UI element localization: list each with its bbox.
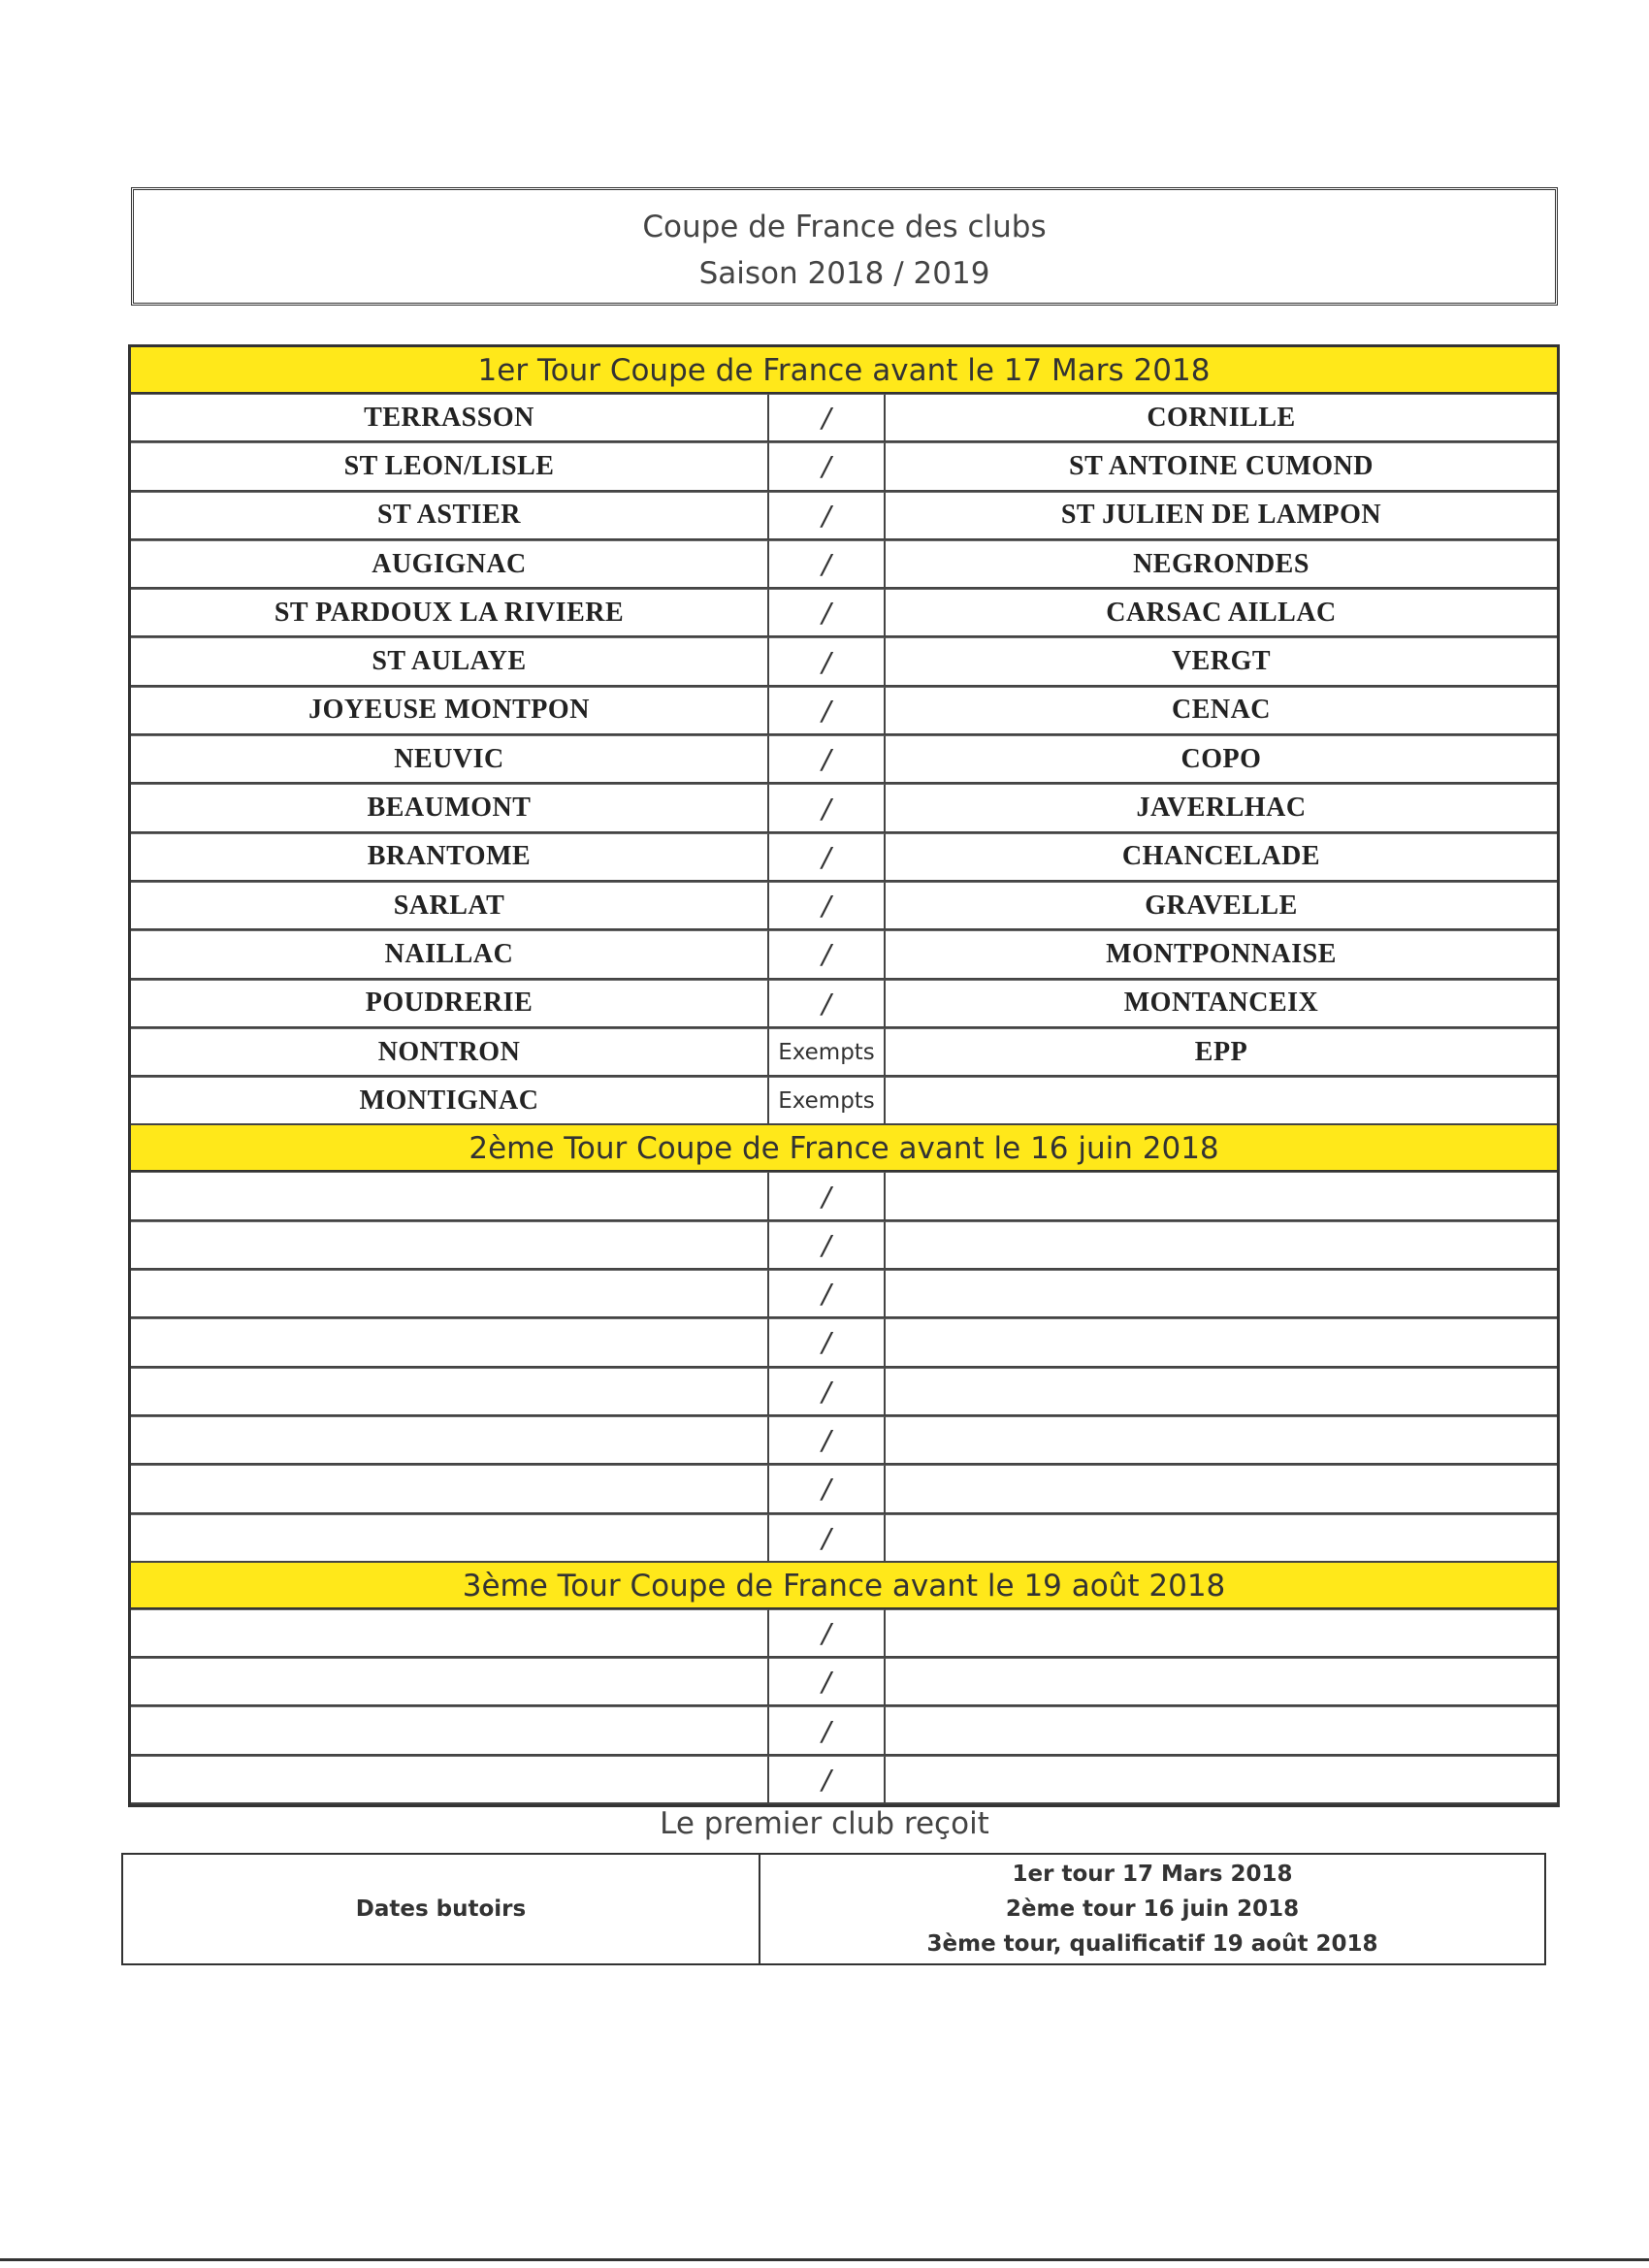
away-team-cell (886, 1514, 1557, 1561)
away-team-cell (886, 1756, 1557, 1802)
home-team-cell (131, 1028, 769, 1075)
match-row (131, 833, 1557, 882)
away-team: COPO (1180, 743, 1262, 774)
match-row (131, 980, 1557, 1028)
deadline-round-2: 2ème tour 16 juin 2018 (1005, 1896, 1300, 1922)
match-separator: / (822, 499, 831, 532)
match-separator-cell (769, 735, 886, 782)
away-team-cell (886, 687, 1557, 733)
home-team-cell (131, 637, 769, 684)
match-separator: / (822, 1473, 831, 1506)
match-row (131, 589, 1557, 637)
home-team: BEAUMONT (367, 793, 532, 824)
home-team-cell (131, 980, 769, 1026)
match-separator: / (822, 694, 831, 727)
match-separator: / (822, 1228, 831, 1261)
away-team: CENAC (1171, 695, 1272, 726)
away-team-cell (886, 1609, 1557, 1656)
match-separator: / (822, 1521, 831, 1554)
match-row (131, 540, 1557, 589)
home-team-cell (131, 1465, 769, 1511)
home-team-cell (131, 833, 769, 880)
match-row (131, 1514, 1557, 1563)
match-separator: / (822, 792, 831, 825)
away-team-cell (886, 1658, 1557, 1704)
home-team-cell (131, 1756, 769, 1802)
match-separator: / (822, 1666, 831, 1699)
away-team-cell (886, 930, 1557, 977)
match-separator-cell (769, 1221, 886, 1268)
match-separator-cell (769, 687, 886, 733)
away-team: CHANCELADE (1121, 841, 1321, 872)
match-row (131, 442, 1557, 491)
home-team-cell (131, 735, 769, 782)
away-team-cell (886, 492, 1557, 538)
match-separator: / (822, 840, 831, 873)
deadlines-values (760, 1855, 1544, 1963)
match-row (131, 1221, 1557, 1270)
away-team-cell (886, 442, 1557, 489)
match-separator-cell (769, 1465, 886, 1511)
deadline-round-3: 3ème tour, qualificatif 19 août 2018 (926, 1931, 1378, 1957)
home-team-cell (131, 1077, 769, 1123)
match-separator-cell (769, 1172, 886, 1218)
away-team-cell (886, 784, 1557, 830)
home-team: MONTIGNAC (359, 1085, 539, 1116)
away-team-cell (886, 882, 1557, 928)
away-team-cell (886, 1368, 1557, 1414)
home-team: JOYEUSE MONTPON (308, 695, 590, 726)
match-separator: / (822, 1278, 831, 1311)
match-separator: / (822, 597, 831, 630)
away-team: GRAVELLE (1145, 890, 1298, 921)
home-team-cell (131, 1514, 769, 1561)
match-separator-cell (769, 1514, 886, 1561)
match-separator-cell (769, 930, 886, 977)
away-team: ST ANTOINE CUMOND (1069, 450, 1374, 481)
match-row (131, 1270, 1557, 1318)
match-row (131, 882, 1557, 930)
season-label: Saison 2018 / 2019 (698, 256, 990, 291)
match-separator-cell (769, 980, 886, 1026)
match-separator: Exempts (778, 1039, 875, 1065)
match-separator-cell (769, 1416, 886, 1463)
match-separator-cell (769, 492, 886, 538)
match-separator-cell (769, 882, 886, 928)
away-team-cell (886, 735, 1557, 782)
home-team-cell (131, 1706, 769, 1753)
deadlines-table (121, 1853, 1546, 1965)
match-separator: / (822, 402, 831, 435)
match-separator: / (822, 548, 831, 581)
match-separator: / (822, 1714, 831, 1747)
match-separator-cell (769, 784, 886, 830)
home-team-cell (131, 540, 769, 587)
round-header-3: 3ème Tour Coupe de France avant le 19 août 2018 (131, 1563, 1557, 1609)
match-row (131, 687, 1557, 735)
home-team: BRANTOME (367, 841, 532, 872)
match-separator: / (822, 450, 831, 483)
match-row (131, 1172, 1557, 1220)
away-team-cell (886, 1318, 1557, 1365)
home-team-cell (131, 394, 769, 440)
home-team-cell (131, 1221, 769, 1268)
away-team-cell (886, 1416, 1557, 1463)
deadlines-label: Dates butoirs (123, 1855, 760, 1963)
home-team: ST ASTIER (377, 500, 521, 531)
match-row (131, 1465, 1557, 1513)
away-team: CARSAC AILLAC (1106, 597, 1337, 628)
match-row (131, 735, 1557, 784)
match-separator: / (822, 1616, 831, 1649)
home-team-cell (131, 784, 769, 830)
match-separator: / (822, 890, 831, 923)
home-team: NEUVIC (394, 743, 504, 774)
match-separator-cell (769, 540, 886, 587)
match-separator: / (822, 1763, 831, 1796)
away-team-cell (886, 540, 1557, 587)
home-team-cell (131, 1172, 769, 1218)
match-separator: / (822, 1424, 831, 1457)
title-box (131, 187, 1558, 306)
match-row (131, 492, 1557, 540)
match-row (131, 637, 1557, 686)
away-team: EPP (1194, 1036, 1248, 1067)
match-row (131, 1028, 1557, 1077)
home-team-cell (131, 1270, 769, 1316)
away-team-cell (886, 637, 1557, 684)
match-separator: / (822, 1326, 831, 1359)
away-team-cell (886, 1706, 1557, 1753)
home-team: NAILLAC (384, 938, 514, 969)
match-row (131, 1609, 1557, 1658)
away-team-cell (886, 1077, 1557, 1123)
match-separator-cell (769, 1706, 886, 1753)
home-team-cell (131, 1368, 769, 1414)
home-team-cell (131, 1416, 769, 1463)
match-row (131, 930, 1557, 979)
match-row (131, 1368, 1557, 1416)
home-team-cell (131, 882, 769, 928)
match-separator: Exempts (778, 1087, 875, 1114)
home-team-cell (131, 589, 769, 635)
fixtures-table (128, 344, 1560, 1807)
away-team-cell (886, 394, 1557, 440)
match-row (131, 1706, 1557, 1755)
match-row (131, 1318, 1557, 1367)
home-team-cell (131, 1318, 769, 1365)
home-team-cell (131, 1609, 769, 1656)
away-team-cell (886, 1221, 1557, 1268)
match-row (131, 1077, 1557, 1125)
match-separator: / (822, 1375, 831, 1408)
away-team-cell (886, 1270, 1557, 1316)
match-separator-cell (769, 1318, 886, 1365)
home-team-cell (131, 442, 769, 489)
away-team-cell (886, 980, 1557, 1026)
match-separator-cell (769, 589, 886, 635)
page-bottom-edge (0, 2258, 1649, 2261)
match-separator-cell (769, 637, 886, 684)
home-team: ST AULAYE (372, 646, 527, 677)
away-team: MONTANCEIX (1123, 988, 1319, 1019)
away-team-cell (886, 833, 1557, 880)
away-team: JAVERLHAC (1136, 793, 1307, 824)
match-separator-cell (769, 1368, 886, 1414)
home-team-cell (131, 930, 769, 977)
away-team: NEGRONDES (1133, 548, 1310, 579)
home-team: NONTRON (377, 1036, 521, 1067)
match-separator: / (822, 743, 831, 776)
match-separator-cell (769, 1077, 886, 1123)
home-team-cell (131, 687, 769, 733)
match-separator-cell (769, 394, 886, 440)
match-row (131, 1658, 1557, 1706)
home-team-note: Le premier club reçoit (660, 1806, 989, 1841)
away-team: ST JULIEN DE LAMPON (1060, 500, 1382, 531)
home-team: ST LEON/LISLE (343, 450, 555, 481)
match-row (131, 784, 1557, 832)
away-team-cell (886, 1465, 1557, 1511)
match-separator: / (822, 645, 831, 678)
away-team: CORNILLE (1147, 402, 1296, 433)
home-team: POUDRERIE (365, 988, 534, 1019)
round-header-1: 1er Tour Coupe de France avant le 17 Mars 2018 (131, 347, 1557, 394)
match-separator-cell (769, 833, 886, 880)
match-separator-cell (769, 1270, 886, 1316)
match-separator-cell (769, 1756, 886, 1802)
home-team: AUGIGNAC (372, 548, 527, 579)
match-row (131, 1756, 1557, 1804)
match-separator-cell (769, 1609, 886, 1656)
home-team: SARLAT (393, 890, 505, 921)
away-team: MONTPONNAISE (1106, 938, 1337, 969)
match-row (131, 1416, 1557, 1465)
away-team: VERGT (1171, 646, 1272, 677)
away-team-cell (886, 1172, 1557, 1218)
match-separator: / (822, 938, 831, 971)
away-team-cell (886, 1028, 1557, 1075)
match-row (131, 394, 1557, 442)
deadline-round-1: 1er tour 17 Mars 2018 (1012, 1862, 1293, 1887)
document-title: Coupe de France des clubs (642, 210, 1047, 244)
match-separator-cell (769, 1658, 886, 1704)
home-team-cell (131, 1658, 769, 1704)
away-team-cell (886, 589, 1557, 635)
match-separator-cell (769, 1028, 886, 1075)
round-header-2: 2ème Tour Coupe de France avant le 16 juin 2018 (131, 1125, 1557, 1172)
match-separator: / (822, 987, 831, 1020)
match-separator: / (822, 1180, 831, 1213)
home-team: TERRASSON (364, 402, 534, 433)
home-team: ST PARDOUX LA RIVIERE (274, 597, 625, 628)
match-separator-cell (769, 442, 886, 489)
home-team-cell (131, 492, 769, 538)
